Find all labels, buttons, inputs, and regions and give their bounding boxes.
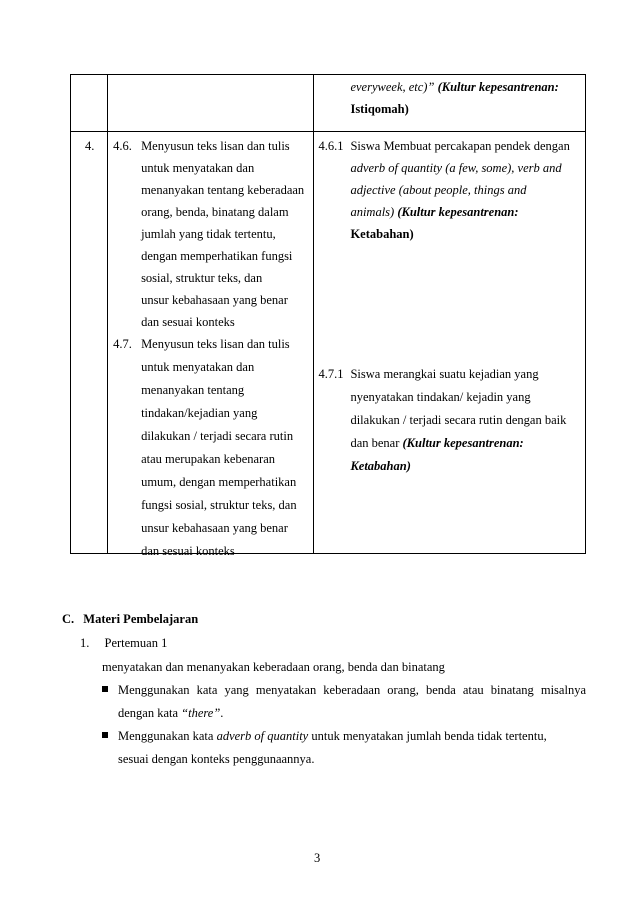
bullet-1-marker (102, 682, 115, 698)
indicator-continued-line-1 (350, 79, 558, 95)
row-number: 4. (85, 139, 95, 153)
bullet-1-plain: dengan kata (118, 706, 182, 720)
kd-4-7-line: tindakan/kejadian yang (141, 406, 258, 420)
kd-4-7-line: dilakukan / terjadi secara rutin (141, 429, 294, 443)
meeting-number: 1. (80, 636, 90, 650)
kd-4-6-line: Menyusun teks lisan dan tulis (141, 139, 290, 153)
indicator-4-7-1-line: Ketabahan) (350, 459, 411, 473)
bullet-1-line-1: Menggunakan kata yang menyatakan keberadaan orang, benda atau binatang misalnya (118, 683, 586, 697)
kd-4-7-line: fungsi sosial, struktur teks, dan (141, 498, 297, 512)
cell-indicator-continued (314, 75, 586, 132)
indicator-4-6-1-line: Ketabahan) (350, 227, 414, 241)
indicator-4-7-1-line: nyenyatakan tindakan/ kejadin yang (350, 390, 531, 404)
cell-number (71, 132, 108, 554)
kd-4-7-line: atau merupakan kebenaran (141, 452, 276, 466)
kd-4-7-line: menanyakan tentang (141, 383, 245, 397)
kd-4-6-line: menanyakan tentang keberadaan (141, 183, 305, 197)
kd-4-6-line: jumlah yang tidak tertentu, (141, 227, 276, 241)
competency-table (70, 74, 586, 558)
indicator-continued-italic: everyweek, etc)” (350, 80, 435, 94)
section-heading (62, 611, 198, 627)
bullet-1-line-2 (118, 705, 223, 721)
indicator-4-7-1-line: dilakukan / terjadi secara rutin dengan baik (350, 413, 567, 427)
indicator-continued-line-2: Istiqomah) (350, 102, 409, 116)
kd-4-7-line: dan sesuai konteks (141, 544, 235, 558)
meeting-item (80, 635, 167, 651)
bullet-2-plain-a: Menggunakan kata (118, 729, 217, 743)
indicator-4-7-1-bold: (Kultur kepesantrenan: (402, 436, 524, 450)
meeting-title: Pertemuan 1 (104, 636, 168, 650)
square-bullet-icon (102, 732, 108, 738)
table-row-continued (71, 75, 586, 132)
section-title: Materi Pembelajaran (83, 612, 199, 626)
indicator-4-7-1-line (350, 435, 523, 451)
indicator-4-6-1-italic: animals) (350, 205, 395, 219)
meeting-intro: menyatakan dan menanyakan keberadaan orang, benda dan binatang (102, 660, 445, 674)
bullet-2-plain-b: untuk menyatakan jumlah benda tidak tertentu, (308, 729, 547, 743)
kd-4-6-line: unsur kebahasaan yang benar (141, 293, 288, 307)
bullet-2-italic: adverb of quantity (216, 729, 309, 743)
indicator-4-7-1-line: Siswa merangkai suatu kejadian yang (350, 367, 539, 381)
kd-4-6-number: 4.6. (113, 139, 132, 153)
page-number: 3 (314, 851, 321, 865)
cell-indicators (314, 132, 586, 554)
kd-4-7-line: untuk menyatakan dan (141, 360, 255, 374)
indicator-4-7-1-number: 4.7.1 (318, 367, 344, 381)
kd-4-6-line: untuk menyatakan dan (141, 161, 255, 175)
indicator-4-6-1-line: Siswa Membuat percakapan pendek dengan (350, 139, 570, 153)
bullet-2-line-1 (118, 728, 586, 744)
cell-empty-kd (108, 75, 314, 132)
indicator-4-6-1-line: adjective (about people, things and (350, 183, 527, 197)
kd-4-6-line: orang, benda, binatang dalam (141, 205, 289, 219)
cell-empty-number (71, 75, 108, 132)
bullet-2-marker (102, 728, 115, 744)
table-row-4 (71, 132, 586, 554)
kd-4-6-line: dengan memperhatikan fungsi (141, 249, 293, 263)
indicator-continued-bold: (Kultur kepesantrenan: (434, 80, 559, 94)
indicator-4-7-1-plain: dan benar (350, 436, 403, 450)
kd-4-7-line: umum, dengan memperhatikan (141, 475, 297, 489)
bullet-2-line-1-content (118, 728, 547, 744)
cell-kd (108, 132, 314, 558)
kd-4-7-line: Menyusun teks lisan dan tulis (141, 337, 290, 351)
indicator-4-6-1-number: 4.6.1 (318, 139, 344, 153)
bullet-1-end: . (220, 706, 224, 720)
indicator-4-6-1-line: adverb of quantity (a few, some), verb and (350, 161, 562, 175)
indicator-4-6-1-line (350, 204, 518, 220)
bullet-1-italic: “there” (181, 706, 221, 720)
bullet-2-line-2: sesuai dengan konteks penggunaannya. (118, 752, 315, 766)
kd-4-7-number: 4.7. (113, 337, 132, 351)
section-letter: C. (62, 612, 75, 626)
kd-4-6-line: dan sesuai konteks (141, 315, 235, 329)
kd-4-7-line: unsur kebahasaan yang benar (141, 521, 288, 535)
kd-4-6-line: sosial, struktur teks, dan (141, 271, 263, 285)
indicator-4-6-1-bold: (Kultur kepesantrenan: (394, 205, 519, 219)
square-bullet-icon (102, 686, 108, 692)
